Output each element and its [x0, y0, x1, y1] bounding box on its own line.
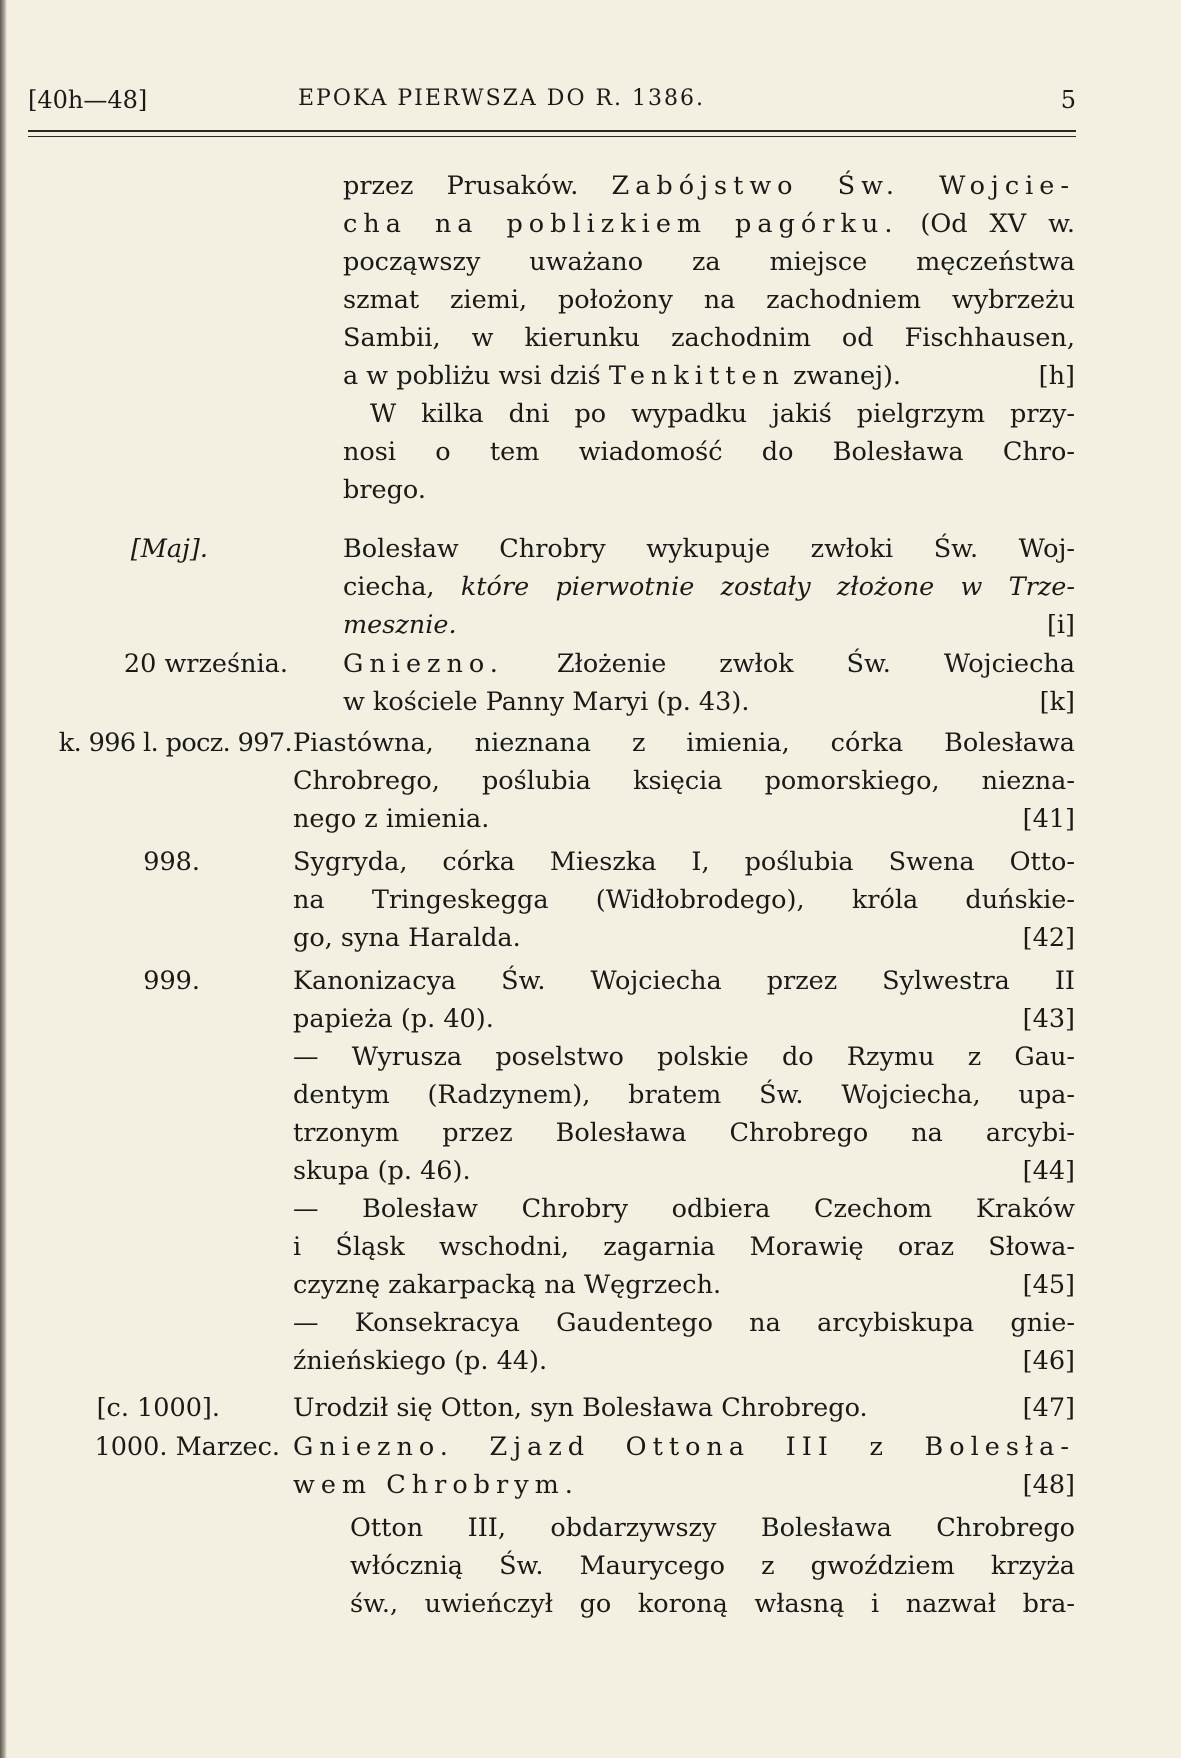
- text-line: na Tringeskegga (Widłobrodego), króla duńskie-: [293, 885, 1075, 915]
- text-line: szmat ziemi, położony na zachodniem wybrzeżu: [343, 285, 1075, 315]
- spaced-text-line: wem Chrobrym.: [293, 1470, 579, 1500]
- footnote-ref: [47]: [1022, 1393, 1075, 1423]
- header-title: EPOKA PIERWSZA DO R. 1386.: [298, 86, 706, 111]
- header-rule-thin: [28, 136, 1076, 137]
- text-line: dentym (Radzynem), bratem Św. Wojciecha, upa-: [293, 1080, 1075, 1110]
- text-line: [343, 357, 901, 395]
- footnote-ref: [41]: [1022, 804, 1075, 834]
- footnote-ref: [k]: [1039, 687, 1075, 717]
- spaced-text-run: Gniezno.: [343, 649, 504, 679]
- text-line: Chrobrego, poślubia księcia pomorskiego, niezna-: [293, 766, 1075, 796]
- text-line: włócznią Św. Maurycego z gwoździem krzyża: [350, 1551, 1075, 1581]
- entry-date: [c. 1000].: [96, 1393, 220, 1423]
- text-line: [343, 568, 1075, 606]
- text-run: przez Prusaków.: [343, 171, 579, 201]
- text-line: i Śląsk wschodni, zagarnia Morawię oraz Słowa-: [293, 1232, 1075, 1262]
- footnote-ref: [42]: [1022, 923, 1075, 953]
- text-line: nosi o tem wiadomość do Bolesława Chro-: [343, 437, 1075, 467]
- footnote-ref: [43]: [1022, 1004, 1075, 1034]
- text-line: Bolesław Chrobry wykupuje zwłoki Św. Woj-: [343, 534, 1075, 564]
- text-line: — Wyrusza poselstwo polskie do Rzymu z Gau-: [293, 1042, 1075, 1072]
- text-line: — Bolesław Chrobry odbiera Czechom Kraków: [293, 1194, 1075, 1224]
- text-line: czyznę zakarpacką na Węgrzech.: [293, 1270, 722, 1300]
- spaced-text-run: cha na poblizkiem pagórku.: [343, 209, 899, 239]
- text-line: [343, 645, 1075, 683]
- text-line: nego z imienia.: [293, 804, 490, 834]
- text-line: Kanonizacya Św. Wojciecha przez Sylwestra II: [293, 966, 1075, 996]
- footnote-ref: [48]: [1022, 1470, 1075, 1500]
- text-line: Piastówna, nieznana z imienia, córka Bolesława: [293, 728, 1075, 758]
- italic-text-run: które pierwotnie zostały złożone w Trze-: [460, 572, 1075, 602]
- text-line: go, syna Haralda.: [293, 923, 521, 953]
- header-rule-thick: [28, 130, 1076, 132]
- text-line: Sygryda, córka Mieszka I, poślubia Swena Otto-: [293, 847, 1075, 877]
- header-entry-range: [40h—48]: [28, 86, 148, 114]
- footnote-ref: [44]: [1022, 1156, 1075, 1186]
- text-line: św., uwieńczył go koroną własną i nazwał bra-: [350, 1589, 1075, 1619]
- text-line: w kościele Panny Maryi (p. 43).: [343, 687, 750, 717]
- text-run: a w pobliżu wsi dziś: [343, 361, 601, 391]
- footnote-ref: [45]: [1022, 1270, 1075, 1300]
- text-run: (Od XV w.: [920, 209, 1075, 239]
- entry-date: k. 996 l. pocz. 997.: [58, 728, 292, 758]
- text-line: Sambii, w kierunku zachodnim od Fischhausen,: [343, 323, 1075, 353]
- footnote-ref: [h]: [1038, 361, 1075, 391]
- spaced-text-run: Zabójstwo Św. Wojcie-: [611, 171, 1075, 201]
- page-number: 5: [1060, 86, 1076, 114]
- text-line: — Konsekracya Gaudentego na arcybiskupa gnie-: [293, 1308, 1075, 1338]
- entry-date: 998.: [143, 847, 200, 877]
- text-line: Urodził się Otton, syn Bolesława Chrobrego.: [293, 1393, 868, 1423]
- page-spine-shadow: [0, 0, 7, 1758]
- spaced-text-line: Gniezno. Zjazd Ottona III z Bolesła-: [293, 1432, 1075, 1462]
- spaced-text-run: Tenkitten: [608, 361, 785, 391]
- entry-date: 999.: [143, 966, 200, 996]
- footnote-ref: [i]: [1046, 610, 1075, 640]
- entry-date: [Maj].: [130, 534, 208, 564]
- text-line: mesznie.: [343, 610, 457, 640]
- footnote-ref: [46]: [1022, 1346, 1075, 1376]
- text-line: [343, 205, 1075, 243]
- text-line: brego.: [343, 475, 426, 505]
- text-run: Złożenie zwłok Św. Wojciecha: [556, 649, 1076, 679]
- text-line: począwszy uważano za miejsce męczeństwa: [343, 247, 1075, 277]
- text-line: papieża (p. 40).: [293, 1004, 494, 1034]
- text-line: [343, 167, 1075, 205]
- text-line: trzonym przez Bolesława Chrobrego na arcybi-: [293, 1118, 1075, 1148]
- text-line: W kilka dni po wypadku jakiś pielgrzym przy-: [370, 399, 1075, 429]
- text-line: źnieńskiego (p. 44).: [293, 1346, 548, 1376]
- entry-date: 1000. Marzec.: [94, 1432, 280, 1462]
- text-line: Otton III, obdarzywszy Bolesława Chrobrego: [350, 1513, 1075, 1543]
- text-run: zwanej).: [793, 361, 902, 391]
- entry-date: 20 września.: [123, 649, 288, 679]
- text-line: skupa (p. 46).: [293, 1156, 471, 1186]
- text-run: ciecha,: [343, 572, 435, 602]
- running-header: [28, 86, 1076, 126]
